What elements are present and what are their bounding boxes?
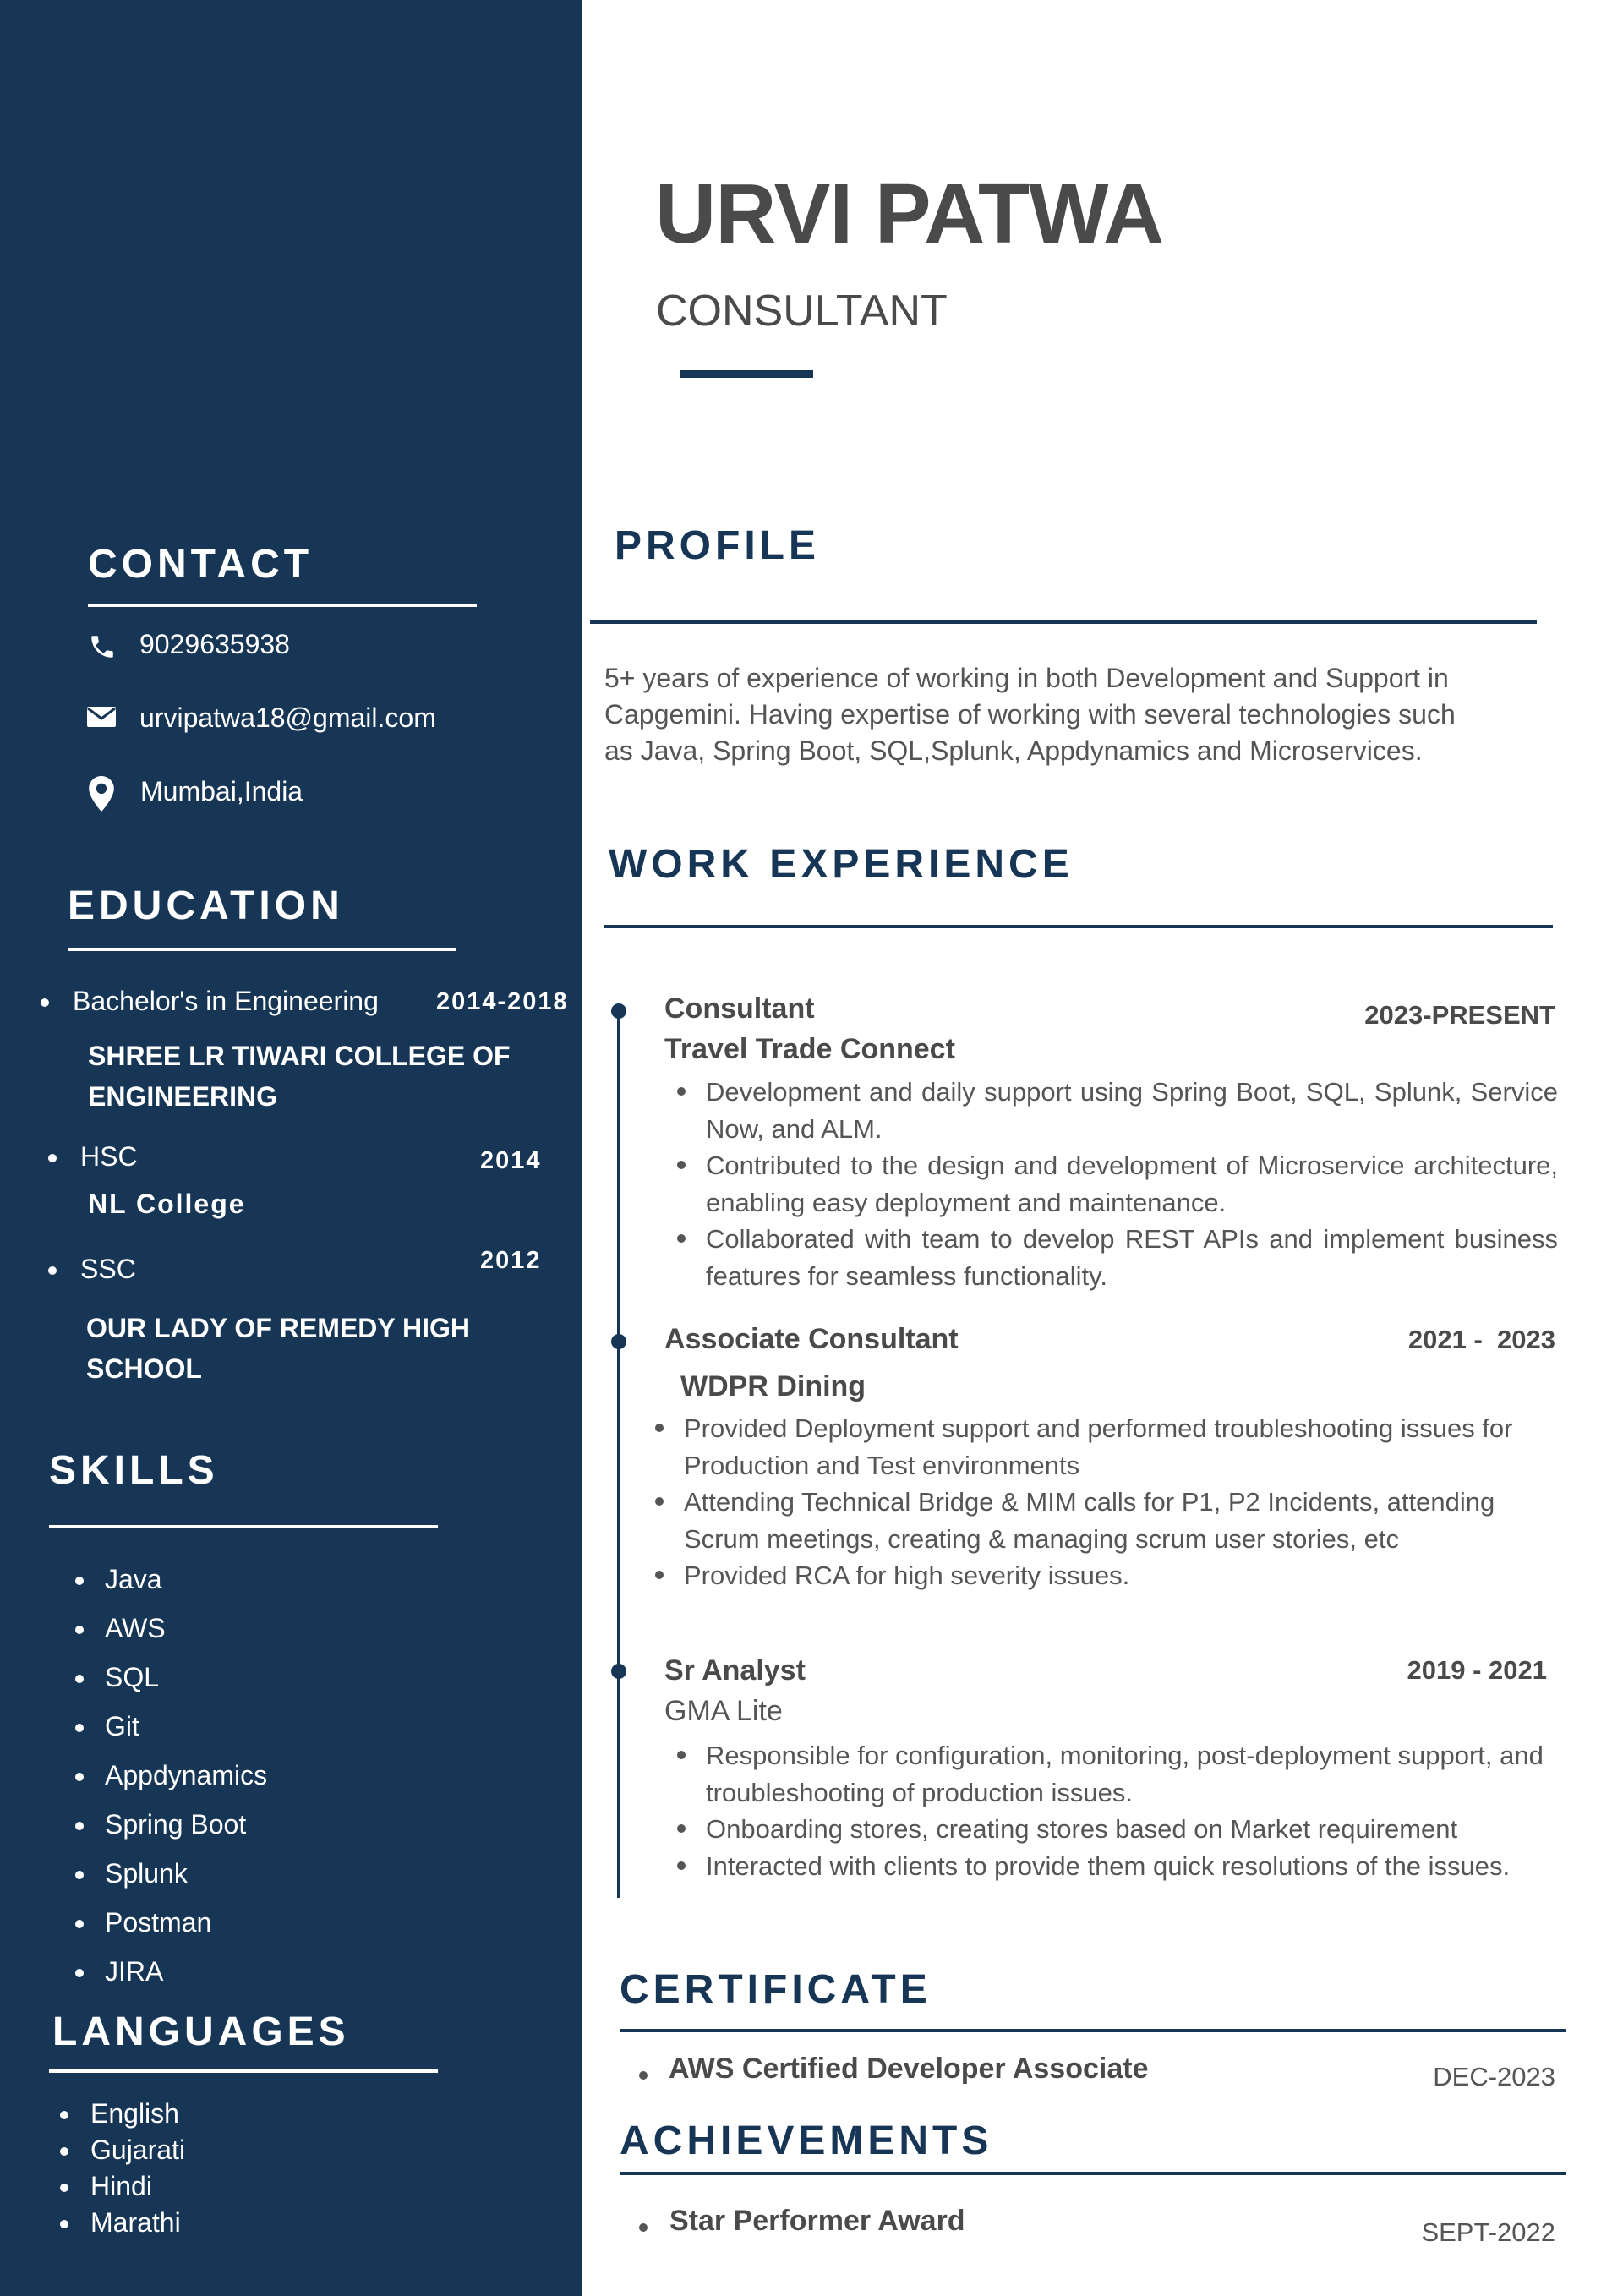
skill-bullet [75, 1920, 84, 1928]
job-role: Associate Consultant [664, 1323, 959, 1355]
job-bullet: Collaborated with team to develop REST APIs and implement business features for seamless functionality. [706, 1221, 1558, 1294]
skill-bullet [75, 1969, 84, 1977]
education-school: SHREE LR TIWARI COLLEGE OF [88, 1041, 511, 1071]
skills-divider [49, 1525, 438, 1528]
skill-bullet [75, 1724, 84, 1732]
education-bullet [48, 1154, 57, 1162]
education-years: 2014 [480, 1147, 542, 1174]
skill-bullet [75, 1626, 84, 1634]
achievement-bullet [639, 2223, 648, 2232]
skill-item: AWS [105, 1613, 166, 1643]
job-title: CONSULTANT [656, 287, 948, 336]
job-company: Travel Trade Connect [664, 1033, 955, 1065]
languages-heading: LANGUAGES [52, 2009, 350, 2054]
job-company: WDPR Dining [680, 1370, 866, 1402]
job-bullets [684, 1410, 1546, 1594]
education-bullet [48, 1266, 57, 1275]
job-role: Consultant [664, 992, 815, 1025]
language-bullet [60, 2111, 68, 2119]
person-name: URVI PATWA [655, 167, 1164, 261]
profile-line: Capgemini. Having expertise of working with several technologies such [604, 699, 1456, 730]
achievements-divider [620, 2172, 1566, 2175]
language-bullet [60, 2147, 68, 2156]
education-degree: Bachelor's in Engineering [73, 986, 379, 1016]
language-item: English [90, 2098, 179, 2129]
certificate-heading: CERTIFICATE [620, 1967, 932, 2012]
job-bullet: Interacted with clients to provide them quick resolutions of the issues. [706, 1848, 1560, 1885]
job-company: GMA Lite [664, 1695, 783, 1727]
languages-divider [49, 2069, 438, 2073]
skill-item: Spring Boot [105, 1809, 247, 1840]
profile-line: 5+ years of experience of working in both Development and Support in [604, 663, 1449, 693]
skill-item: Postman [105, 1907, 212, 1938]
work-divider [604, 925, 1553, 928]
skill-bullet [75, 1822, 84, 1830]
language-bullet [60, 2184, 68, 2192]
job-bullet: Provided Deployment support and performed troubleshooting issues for Production and Test environments [684, 1410, 1546, 1484]
education-divider [68, 948, 456, 951]
mail-icon [86, 705, 117, 729]
job-bullet: Contributed to the design and development of Microservice architecture, enabling easy deployment and maintenance. [706, 1147, 1558, 1221]
language-item: Marathi [90, 2207, 181, 2238]
language-item: Hindi [90, 2171, 152, 2201]
skill-item: Java [105, 1564, 162, 1594]
skill-bullet [75, 1773, 84, 1781]
profile-heading: PROFILE [615, 523, 821, 568]
profile-divider [590, 620, 1537, 624]
location-pin-icon [89, 776, 114, 812]
skill-bullet [75, 1871, 84, 1879]
job-bullets [706, 1737, 1560, 1884]
contact-email[interactable]: urvipatwa18@gmail.com [139, 702, 436, 733]
job-role: Sr Analyst [664, 1654, 806, 1686]
education-heading: EDUCATION [68, 883, 344, 928]
timeline-dot [611, 1003, 626, 1019]
contact-divider [88, 604, 477, 607]
skills-heading: SKILLS [49, 1448, 219, 1493]
job-bullet: Onboarding stores, creating stores based on Market requirement [706, 1811, 1560, 1848]
timeline-dot [611, 1664, 626, 1679]
skill-bullet [75, 1577, 84, 1585]
achievement-name: Star Performer Award [669, 2205, 965, 2237]
job-bullet: Responsible for configuration, monitoring, post-deployment support, and troubleshooting of production issues. [706, 1737, 1560, 1811]
profile-line: as Java, Spring Boot, SQL,Splunk, Appdynamics and Microservices. [604, 735, 1423, 766]
certificate-divider [620, 2029, 1566, 2032]
education-years: 2014-2018 [436, 988, 569, 1015]
job-bullet: Development and daily support using Spring Boot, SQL, Splunk, Service Now, and ALM. [706, 1074, 1558, 1147]
skill-bullet [75, 1675, 84, 1683]
contact-heading: CONTACT [88, 542, 314, 587]
education-degree: SSC [80, 1254, 136, 1284]
job-bullet: Provided RCA for high severity issues. [684, 1557, 1546, 1594]
job-years: 2021 - 2023 [1407, 1325, 1555, 1354]
education-school: NL College [88, 1189, 246, 1219]
language-item: Gujarati [90, 2135, 186, 2165]
work-experience-heading: WORK EXPERIENCE [609, 842, 1074, 887]
job-bullets [706, 1074, 1558, 1294]
timeline-line [617, 1010, 620, 1898]
job-years: 2019 - 2021 [1407, 1655, 1547, 1685]
certificate-name: AWS Certified Developer Associate [669, 2053, 1149, 2085]
job-bullet: Attending Technical Bridge & MIM calls for P1, P2 Incidents, attending Scrum meetings, creating & managing scrum user stories, etc [684, 1484, 1546, 1557]
skill-item: JIRA [105, 1956, 164, 1987]
contact-location: Mumbai,India [140, 776, 303, 806]
certificate-date: DEC-2023 [1433, 2062, 1555, 2091]
skill-item: SQL [105, 1662, 160, 1692]
contact-phone[interactable]: 9029635938 [139, 629, 290, 659]
timeline-dot [611, 1334, 626, 1349]
education-bullet [41, 998, 49, 1007]
education-degree: HSC [80, 1141, 138, 1172]
phone-icon [88, 632, 117, 661]
skill-item: Git [105, 1711, 139, 1741]
education-school: OUR LADY OF REMEDY HIGH [86, 1313, 470, 1343]
achievements-heading: ACHIEVEMENTS [620, 2118, 993, 2163]
certificate-bullet [639, 2071, 648, 2080]
title-underline [680, 370, 813, 378]
skill-item: Appdynamics [105, 1760, 268, 1790]
education-years: 2012 [480, 1247, 542, 1274]
skill-item: Splunk [105, 1858, 188, 1889]
education-school: ENGINEERING [88, 1081, 278, 1112]
achievement-date: SEPT-2022 [1421, 2217, 1555, 2247]
job-years: 2023-PRESENT [1364, 1000, 1555, 1030]
language-bullet [60, 2220, 68, 2228]
education-school: SCHOOL [86, 1353, 202, 1384]
